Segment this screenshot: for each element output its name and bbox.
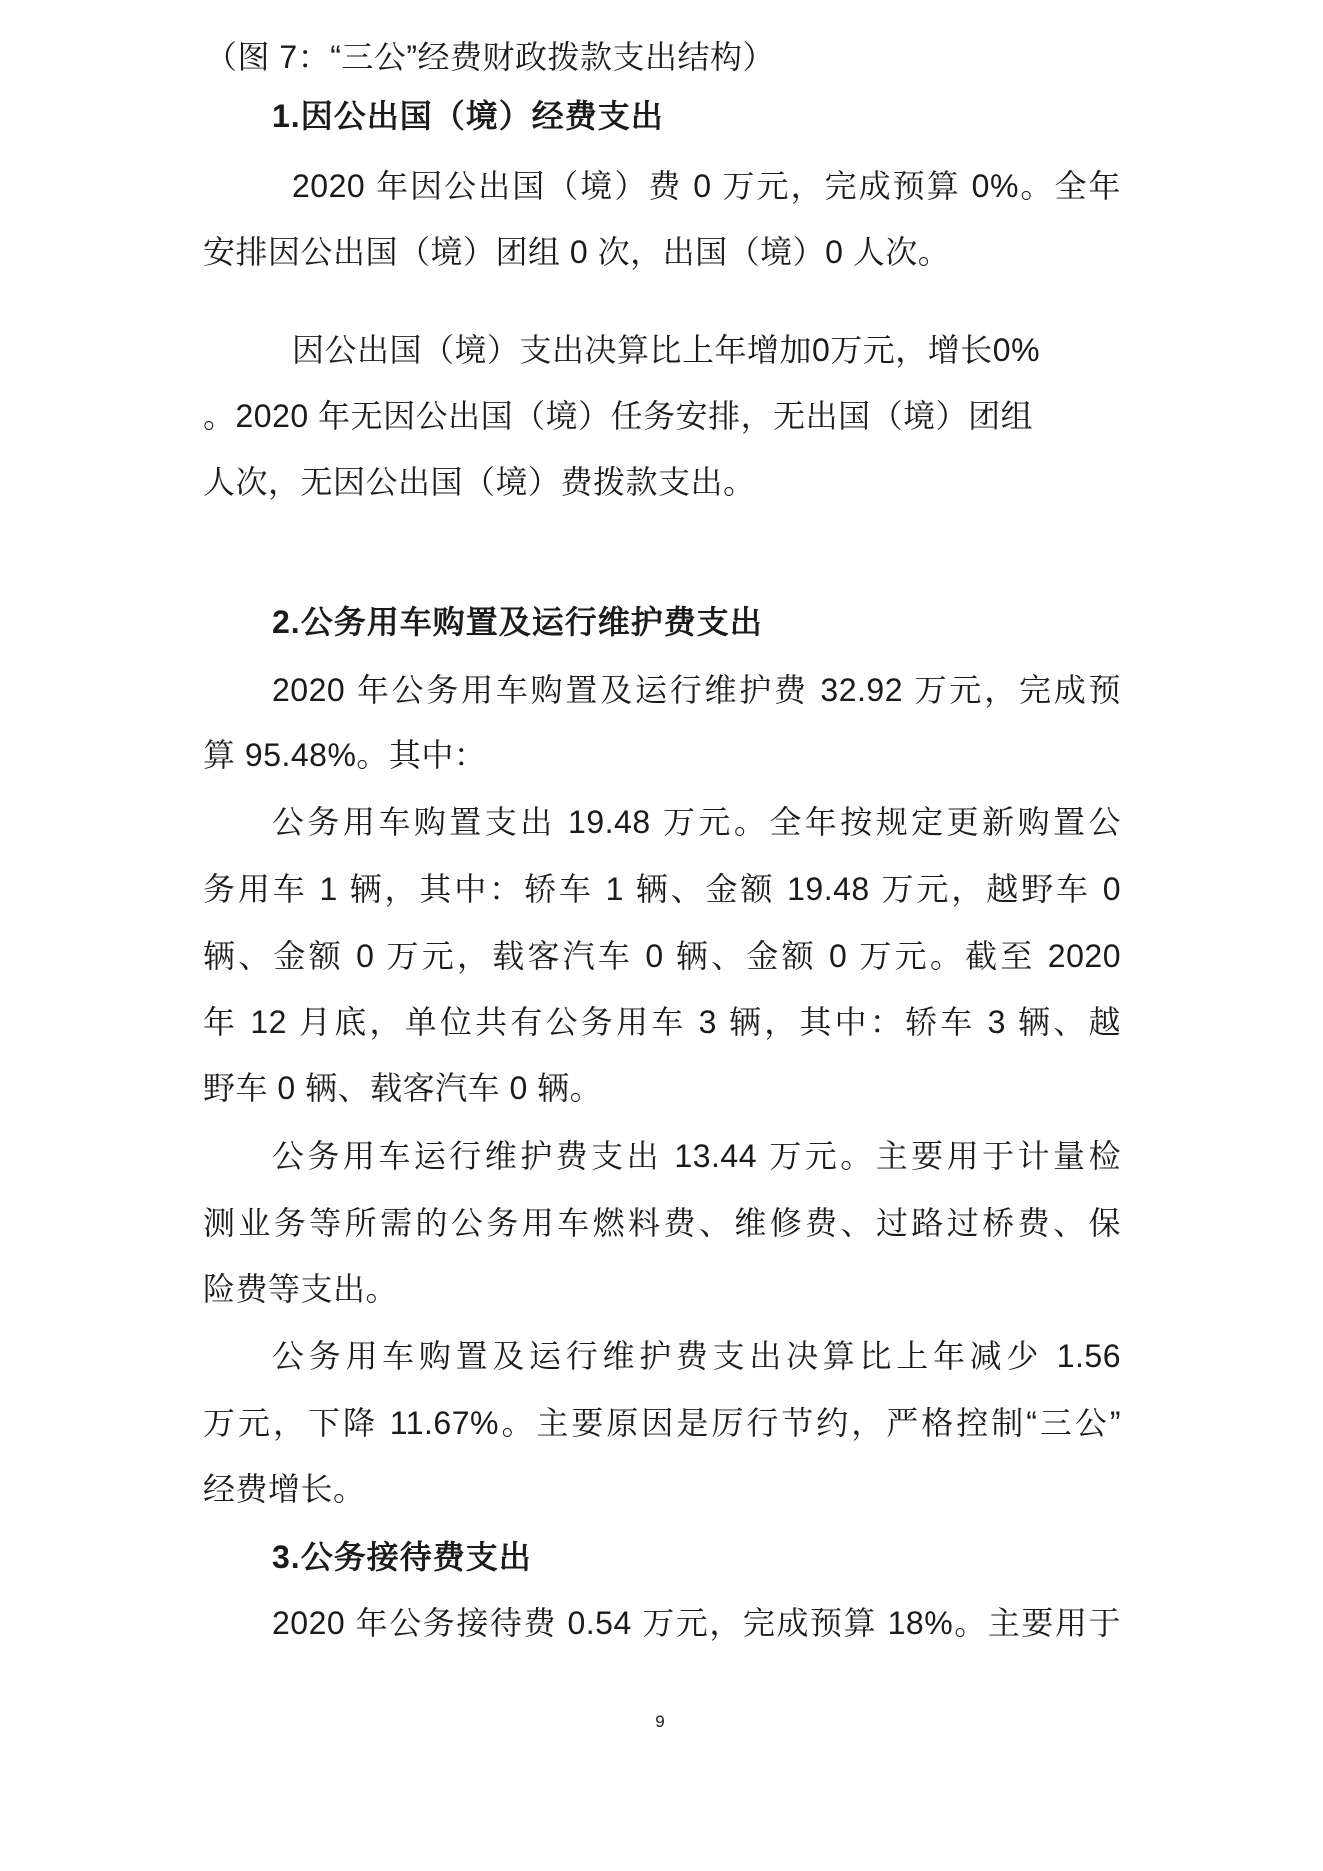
paragraph-line: 务用车 1 辆，其中：轿车 1 辆、金额 19.48 万元，越野车 0 — [203, 871, 1121, 907]
paragraph-line: 人次，无因公出国（境）费拨款支出。 — [203, 464, 756, 500]
paragraph-line: 经费增长。 — [203, 1471, 366, 1507]
paragraph-line: 。2020 年无因公出国（境）任务安排，无出国（境）团组 — [203, 398, 1034, 434]
paragraph-line: 野车 0 辆、载客汽车 0 辆。 — [203, 1070, 603, 1106]
paragraph-line: 险费等支出。 — [203, 1271, 399, 1307]
paragraph-line: 算 95.48%。其中： — [203, 737, 487, 773]
paragraph-line: 测业务等所需的公务用车燃料费、维修费、过路过桥费、保 — [203, 1205, 1121, 1241]
paragraph-line: 辆、金额 0 万元，载客汽车 0 辆、金额 0 万元。截至 2020 — [203, 938, 1121, 974]
section-heading: 1.因公出国（境）经费支出 — [272, 98, 664, 134]
paragraph-line: 公务用车运行维护费支出 13.44 万元。主要用于计量检 — [272, 1138, 1121, 1174]
paragraph-line: 年 12 月底，单位共有公务用车 3 辆，其中：轿车 3 辆、越 — [203, 1004, 1121, 1040]
figure-caption: （图 7：“三公”经费财政拨款支出结构） — [205, 39, 776, 75]
paragraph-line: 安排因公出国（境）团组 0 次，出国（境）0 人次。 — [203, 234, 951, 270]
paragraph-line: 公务用车购置及运行维护费支出决算比上年减少 1.56 — [272, 1338, 1121, 1374]
page-number: 9 — [655, 1712, 665, 1731]
section-heading: 3.公务接待费支出 — [272, 1539, 532, 1575]
paragraph-line: 2020 年公务接待费 0.54 万元，完成预算 18%。主要用于 — [272, 1605, 1121, 1641]
paragraph-line: 因公出国（境）支出决算比上年增加0万元，增长0% — [292, 332, 1041, 368]
paragraph-line: 2020 年公务用车购置及运行维护费 32.92 万元，完成预 — [272, 672, 1121, 708]
paragraph-line: 公务用车购置支出 19.48 万元。全年按规定更新购置公 — [272, 804, 1121, 840]
paragraph-line: 万元，下降 11.67%。主要原因是厉行节约，严格控制“三公” — [203, 1405, 1121, 1441]
section-heading: 2.公务用车购置及运行维护费支出 — [272, 604, 763, 640]
paragraph-line: 2020 年因公出国（境）费 0 万元，完成预算 0%。全年 — [292, 168, 1121, 204]
